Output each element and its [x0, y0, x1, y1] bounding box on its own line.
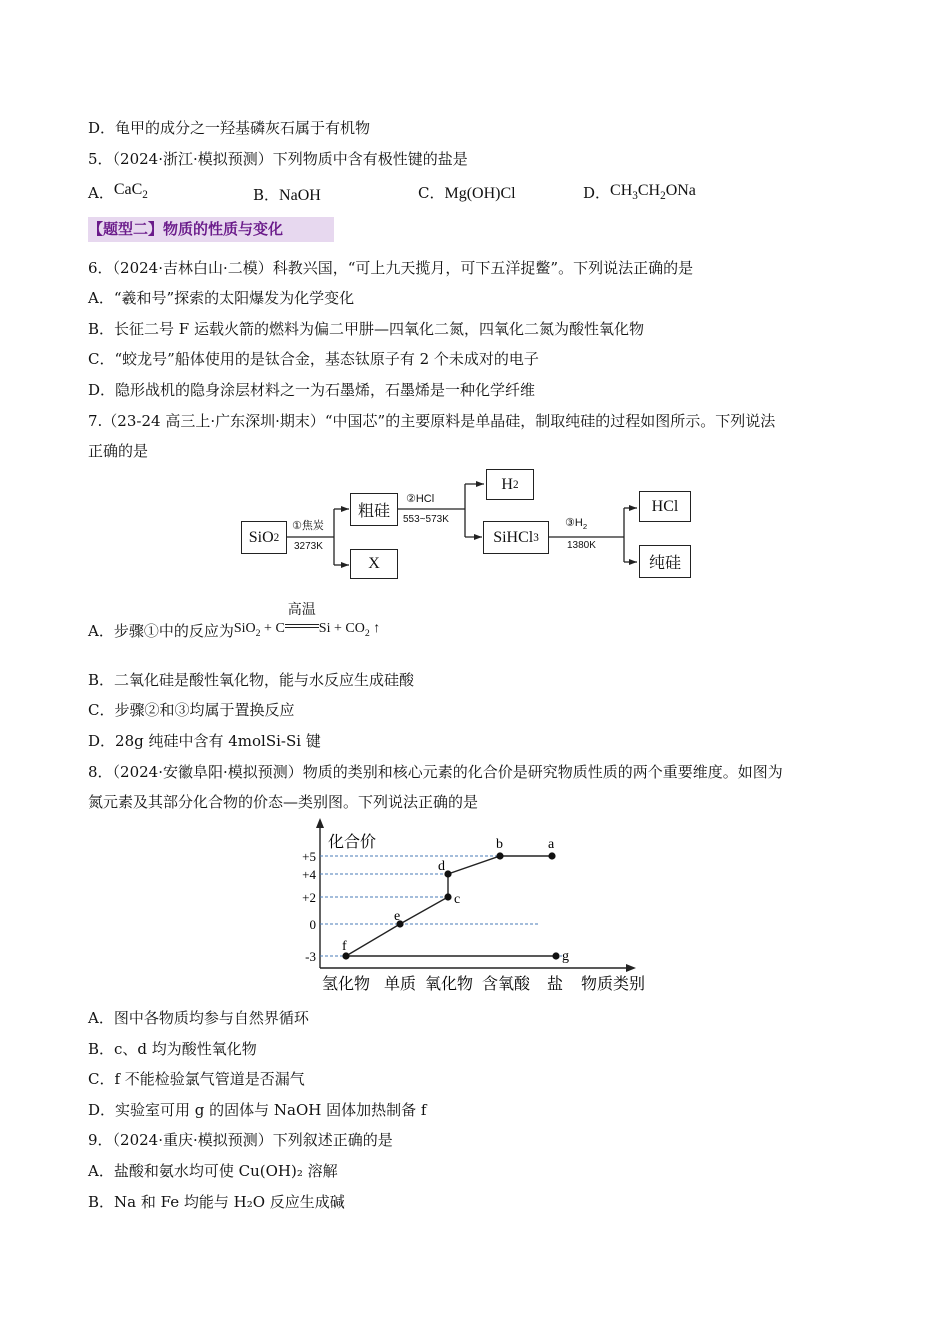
q5-c-label: C．: [418, 184, 445, 202]
point-label-f: f: [342, 939, 347, 954]
x-category-label: 含氧酸: [482, 976, 531, 993]
q8-option-d: D．实验室可用 g 的固体与 NaOH 固体加热制备 f: [88, 1101, 427, 1119]
y-axis-title: 化合价: [328, 834, 377, 851]
q8-option-b: B．c、d 均为酸性氧化物: [88, 1040, 257, 1058]
point-label-e: e: [394, 909, 401, 924]
q6-option-d: D．隐形战机的隐身涂层材料之一为石墨烯，石墨烯是一种化学纤维: [88, 381, 536, 399]
q5-stem: 5．（2024·浙江·模拟预测）下列物质中含有极性键的盐是: [88, 150, 468, 168]
q5-b-text: NaOH: [279, 187, 321, 204]
q7-option-b: B．二氧化硅是酸性氧化物，能与水反应生成硅酸: [88, 671, 415, 689]
x-category-label: 单质: [384, 976, 417, 993]
step3-h: ③H: [565, 517, 583, 529]
y-tick-label: -3: [305, 949, 316, 964]
q9-option-a: A．盐酸和氨水均可使 Cu(OH)₂ 溶解: [88, 1162, 338, 1180]
eq-condition-text: 高温: [287, 602, 316, 618]
step3-temp: 1380K: [567, 540, 596, 551]
q4-option-d: D．龟甲的成分之一羟基磷灰石属于有机物: [88, 119, 371, 137]
q7-option-c: C．步骤②和③均属于置换反应: [88, 701, 295, 719]
q8-stem-line2: 氮元素及其部分化合物的价态—类别图。下列说法正确的是: [88, 793, 479, 811]
step1-temp: 3273K: [294, 541, 323, 552]
point-label-b: b: [496, 837, 503, 852]
x-box: X: [350, 549, 398, 579]
point-label-a: a: [548, 837, 555, 852]
point-d: [444, 870, 451, 877]
q6-option-c: C．“蛟龙号”船体使用的是钛合金，基态钛原子有 2 个未成对的电子: [88, 350, 539, 368]
q5-a-sub: 2: [142, 189, 148, 202]
eq-right-sub: 2: [364, 627, 370, 639]
q9-option-b: B．Na 和 Fe 均能与 H₂O 反应生成碱: [88, 1193, 345, 1211]
q5-d-s1: 3: [632, 190, 638, 203]
q5-d-p1: CH: [610, 182, 633, 199]
q5-a-main: CaC: [113, 181, 143, 198]
point-a: [548, 852, 555, 859]
point-g: [552, 952, 559, 959]
crude-silicon-box: 粗硅: [350, 493, 398, 526]
step1-reagent: ①焦炭: [292, 520, 324, 532]
eq-left: SiO: [233, 621, 256, 636]
sio2-sub: 2: [273, 531, 280, 544]
step2-reagent: ②HCl: [406, 493, 435, 505]
sihcl3-sub: 3: [533, 531, 539, 544]
q5-b-label: B．: [253, 186, 280, 204]
point-label-g: g: [562, 949, 569, 964]
eq-left-sub: 2: [255, 627, 261, 639]
pure-silicon-box: 纯硅: [639, 545, 691, 578]
q8-stem-line1: 8．（2024·安徽阜阳·模拟预测）物质的类别和核心元素的化合价是研究物质性质的两个重要维度。如图为: [88, 763, 783, 781]
q5-d-p2: CH: [637, 182, 661, 199]
y-axis-arrow: [316, 818, 324, 828]
step2-temp: 553~573K: [403, 514, 449, 525]
q5-a-label: A．: [88, 184, 114, 202]
x-category-label: 氢化物: [322, 976, 371, 993]
q5-d-p3: ONa: [665, 182, 696, 199]
point-c: [444, 893, 451, 900]
x-category-label: 氧化物: [425, 976, 474, 993]
eq-right: Si + CO: [318, 621, 365, 636]
section-heading: 【题型二】物质的性质与变化: [88, 217, 334, 242]
q6-stem: 6．（2024·吉林白山·二模）科教兴国，“可上九天揽月，可下五洋捉鳖”。下列说法正确的是: [88, 259, 694, 277]
y-tick-label: +2: [302, 890, 316, 905]
sihcl3-label: SiHCl: [493, 528, 534, 546]
q6-option-b: B．长征二号 F 运载火箭的燃料为偏二甲肼—四氧化二氮，四氧化二氮为酸性氧化物: [88, 320, 644, 338]
x-axis-arrow: [626, 964, 636, 972]
q5-d-s2: 2: [660, 190, 666, 203]
q9-stem: 9．（2024·重庆·模拟预测）下列叙述正确的是: [88, 1131, 393, 1149]
q7-stem-line1: 7.（23-24 高三上·广东深圳·期末）“中国芯”的主要原料是单晶硅，制取纯硅的过程如图所示。下列说法: [88, 412, 776, 430]
y-tick-label: 0: [309, 917, 316, 932]
step3-sub: 2: [582, 522, 588, 532]
q8-option-c: C．f 不能检验氯气管道是否漏气: [88, 1070, 305, 1088]
eq-gas-arrow: ↑: [373, 621, 381, 636]
point-label-d: d: [438, 859, 445, 874]
q8-option-a: A．图中各物质均参与自然界循环: [88, 1009, 309, 1027]
eq-plus-c: + C: [260, 621, 285, 636]
q5-c-text: Mg(OH)Cl: [444, 185, 516, 202]
point-label-c: c: [454, 892, 461, 907]
q7-stem-line2: 正确的是: [88, 442, 149, 460]
hcl-box: HCl: [639, 491, 691, 522]
y-tick-label: +4: [302, 867, 316, 882]
h2-sub: 2: [512, 478, 519, 491]
x-category-label: 盐: [547, 976, 564, 993]
sio2-label: SiO: [248, 528, 274, 546]
q6-option-a: A．“羲和号”探索的太阳爆发为化学变化: [88, 289, 355, 307]
q7-option-d: D．28g 纯硅中含有 4molSi-Si 键: [88, 732, 321, 750]
h2-label: H: [501, 475, 513, 493]
point-b: [496, 852, 503, 859]
q5-d-label: D．: [583, 184, 611, 202]
q7-a-prefix: A．步骤①中的反应为: [88, 622, 234, 640]
y-tick-label: +5: [302, 849, 316, 864]
x-axis-title: 物质类别: [581, 976, 646, 993]
